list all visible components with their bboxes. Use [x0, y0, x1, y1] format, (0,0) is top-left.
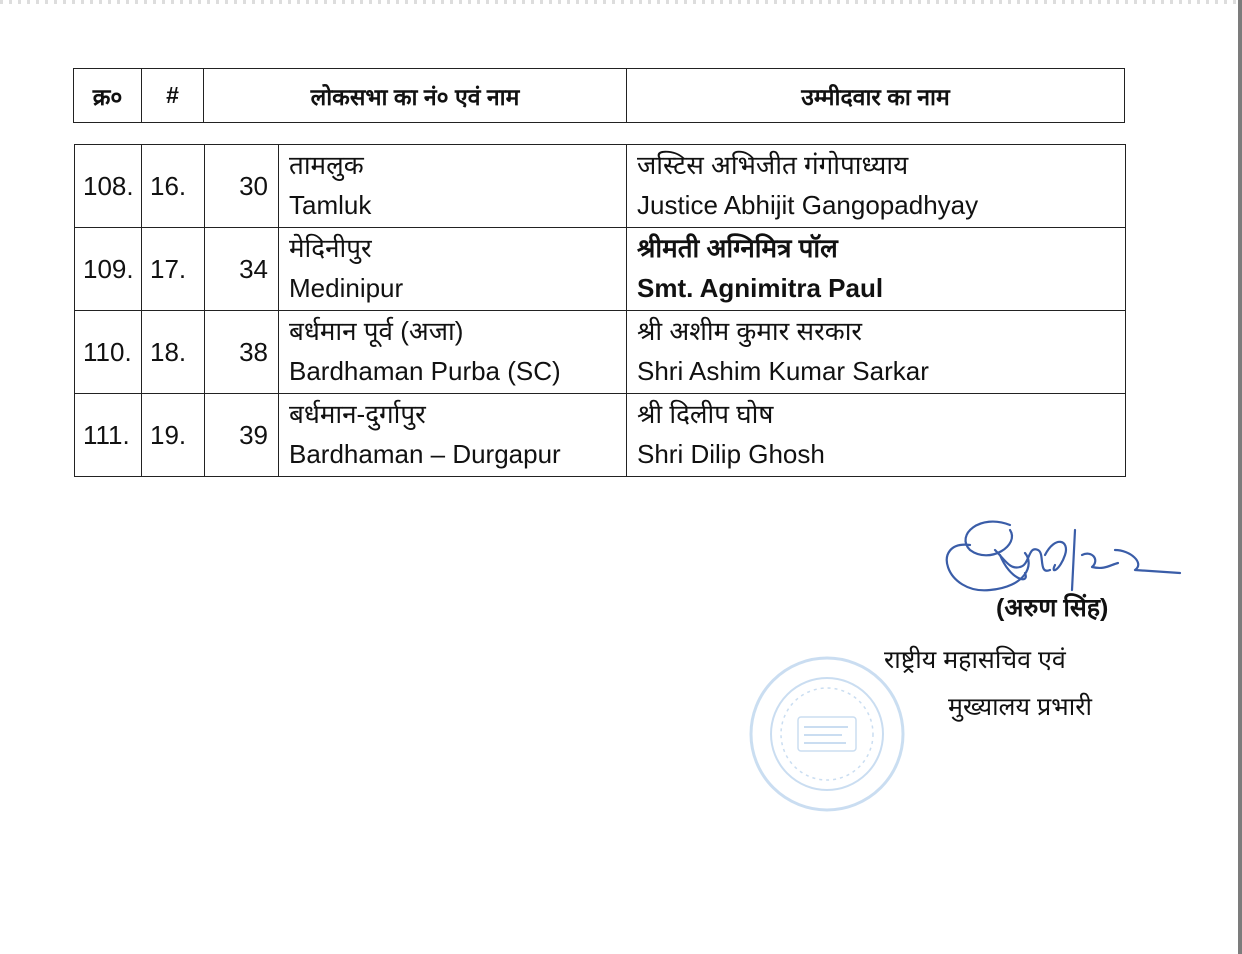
pc-number-cell: 39: [205, 394, 279, 477]
number-cell: 17.: [142, 228, 205, 311]
candidate-hindi: श्रीमती अग्निमित्र पॉल: [637, 233, 838, 263]
candidate-cell: [627, 311, 1126, 394]
serial-cell: 108.: [75, 145, 142, 228]
pc-number-cell: 30: [205, 145, 279, 228]
signatory-name: (अरुण सिंह): [996, 594, 1109, 622]
header-table: [73, 68, 1125, 123]
table-row: [75, 394, 1126, 477]
constituency-hindi: बर्धमान पूर्व (अजा): [289, 316, 464, 346]
candidate-english: Justice Abhijit Gangopadhyay: [637, 190, 979, 220]
candidate-english: Shri Dilip Ghosh: [637, 439, 825, 469]
constituency-cell: [279, 394, 627, 477]
candidate-english: Shri Ashim Kumar Sarkar: [637, 356, 929, 386]
table-row: [75, 228, 1126, 311]
constituency-cell: [279, 311, 627, 394]
candidate-cell: [627, 228, 1126, 311]
pc-number-cell: 34: [205, 228, 279, 311]
header-serial: क्र०: [74, 69, 142, 123]
constituency-english: Bardhaman – Durgapur: [289, 439, 561, 469]
designation-line-1: राष्ट्रीय महासचिव एवं: [884, 646, 1066, 674]
candidate-cell: [627, 394, 1126, 477]
header-constituency: लोकसभा का नं० एवं नाम: [204, 69, 627, 123]
constituency-cell: [279, 145, 627, 228]
candidate-english: Smt. Agnimitra Paul: [637, 273, 884, 303]
header-hash: #: [142, 69, 204, 123]
candidate-hindi: श्री अशीम कुमार सरकार: [637, 316, 863, 346]
table-row: [75, 145, 1126, 228]
scan-edge-top: [0, 0, 1242, 4]
constituency-hindi: मेदिनीपुर: [289, 233, 372, 263]
candidate-cell: [627, 145, 1126, 228]
pc-number-cell: 38: [205, 311, 279, 394]
candidate-table: [74, 144, 1126, 477]
candidate-hindi: जस्टिस अभिजीत गंगोपाध्याय: [637, 150, 909, 180]
designation-line-2: मुख्यालय प्रभारी: [948, 693, 1092, 721]
serial-cell: 109.: [75, 228, 142, 311]
number-cell: 19.: [142, 394, 205, 477]
header-candidate: उम्मीदवार का नाम: [627, 69, 1125, 123]
constituency-english: Bardhaman Purba (SC): [289, 356, 561, 386]
constituency-english: Tamluk: [289, 190, 372, 220]
constituency-hindi: बर्धमान-दुर्गापुर: [289, 399, 426, 429]
table-row: [75, 311, 1126, 394]
scan-edge-right: [1238, 0, 1242, 954]
header-row: [74, 69, 1125, 123]
serial-cell: 110.: [75, 311, 142, 394]
constituency-cell: [279, 228, 627, 311]
number-cell: 16.: [142, 145, 205, 228]
serial-cell: 111.: [75, 394, 142, 477]
number-cell: 18.: [142, 311, 205, 394]
constituency-hindi: तामलुक: [289, 150, 364, 180]
constituency-english: Medinipur: [289, 273, 404, 303]
candidate-hindi: श्री दिलीप घोष: [637, 399, 774, 429]
